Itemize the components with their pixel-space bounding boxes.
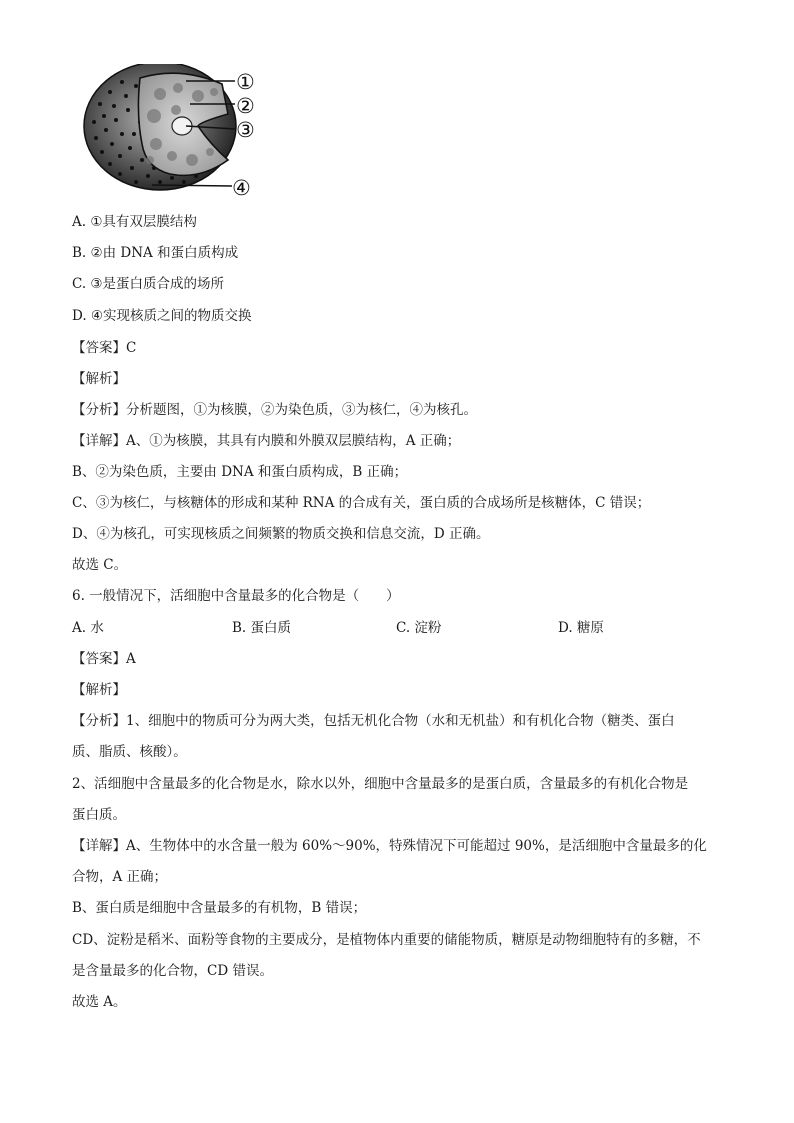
- q6-detail-line-1: 【详解】A、生物体中的水含量一般为 60%～90%，特殊情况下可能超过 90%，是活细胞中含量最多的化: [72, 838, 707, 854]
- q6-option-c: C. 淀粉: [396, 620, 442, 636]
- q5-option-d: D. ④实现核质之间的物质交换: [72, 308, 252, 324]
- q6-conclusion: 故选 A。: [72, 994, 127, 1010]
- q6-stem: 6. 一般情况下，活细胞中含量最多的化合物是（ ）: [72, 588, 400, 604]
- q6-detail-line-3: B、蛋白质是细胞中含量最多的有机物，B 错误；: [72, 900, 367, 916]
- q5-detail-c: C、③为核仁，与核糖体的形成和某种 RNA 的合成有关，蛋白质的合成场所是核糖体，C 错误；: [72, 495, 651, 511]
- label-4: ④: [232, 176, 251, 200]
- q5-detail-a: 【详解】A、①为核膜，其具有内膜和外膜双层膜结构，A 正确；: [72, 433, 461, 449]
- q6-detail-line-2: 合物，A 正确；: [72, 869, 168, 885]
- q6-analysis-heading: 【解析】: [72, 682, 126, 698]
- nucleus-diagram: [80, 64, 270, 202]
- q5-option-a: A. ①具有双层膜结构: [72, 214, 197, 230]
- label-1: ①: [236, 70, 255, 94]
- q5-detail-b: B、②为染色质，主要由 DNA 和蛋白质构成，B 正确；: [72, 464, 408, 480]
- q6-detail-line-4: CD、淀粉是稻米、面粉等食物的主要成分，是植物体内重要的储能物质，糖原是动物细胞特有的多糖，不: [72, 932, 701, 948]
- q6-options: [72, 618, 734, 638]
- q5-detail-d: D、④为核孔，可实现核质之间频繁的物质交换和信息交流，D 正确。: [72, 526, 490, 542]
- q6-option-d: D. 糖原: [558, 620, 604, 636]
- q6-detail-line-5: 是含量最多的化合物，CD 错误。: [72, 963, 273, 979]
- q6-analysis-line-2: 质、脂质、核酸）。: [72, 744, 187, 760]
- q5-analysis: 【分析】分析题图，①为核膜，②为染色质，③为核仁，④为核孔。: [72, 402, 477, 418]
- q5-answer: 【答案】C: [72, 340, 137, 356]
- q6-analysis-line-3: 2、活细胞中含量最多的化合物是水，除水以外，细胞中含量最多的是蛋白质，含量最多的有机化合物是: [72, 776, 689, 792]
- label-3: ③: [236, 118, 255, 142]
- q5-conclusion: 故选 C。: [72, 557, 128, 573]
- q5-analysis-heading: 【解析】: [72, 371, 126, 387]
- q6-analysis-line-1: 【分析】1、细胞中的物质可分为两大类，包括无机化合物（水和无机盐）和有机化合物（糖类、蛋白: [72, 713, 675, 729]
- q6-answer: 【答案】A: [72, 651, 136, 667]
- label-2: ②: [236, 94, 255, 118]
- q5-option-c: C. ③是蛋白质合成的场所: [72, 276, 225, 292]
- q5-option-b: B. ②由 DNA 和蛋白质构成: [72, 245, 239, 261]
- q6-option-a: A. 水: [72, 620, 104, 636]
- q6-analysis-line-4: 蛋白质。: [72, 807, 126, 823]
- q6-option-b: B. 蛋白质: [232, 620, 292, 636]
